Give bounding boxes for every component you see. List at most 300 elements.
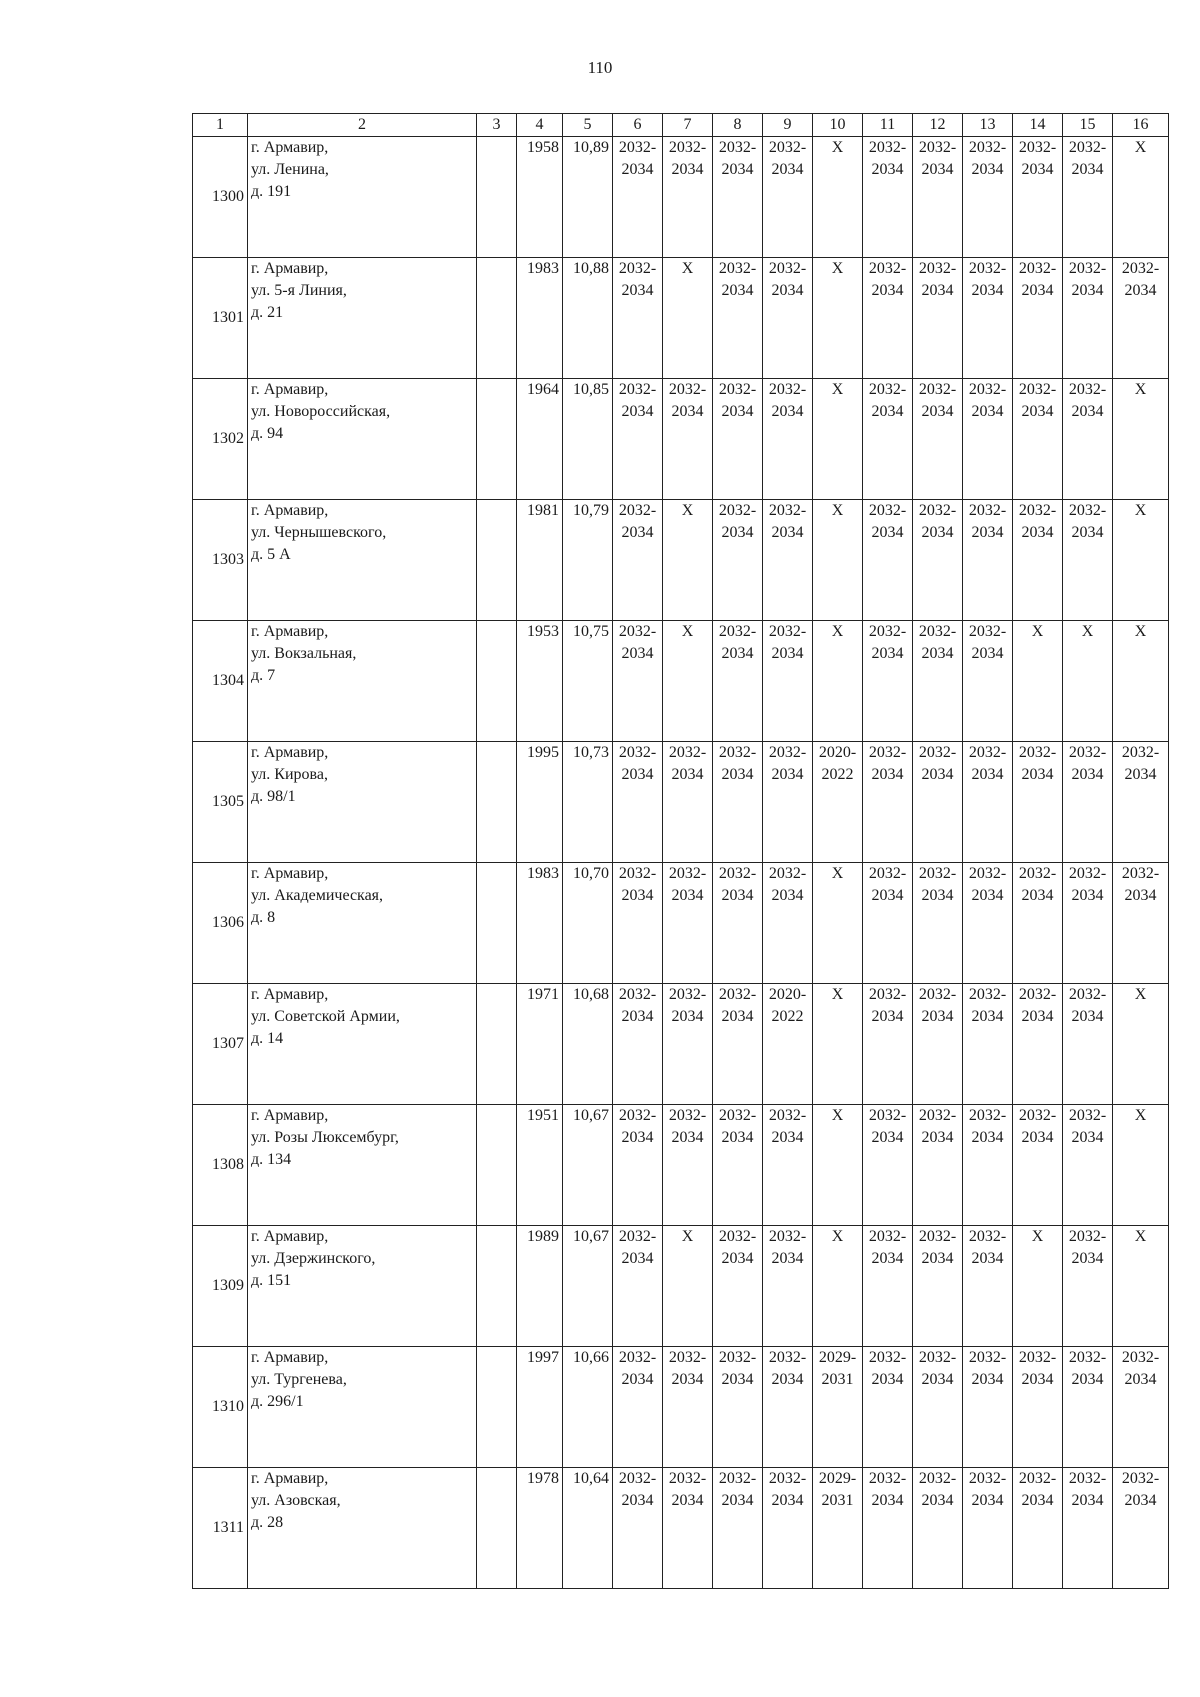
period-start: 2032- <box>868 1228 907 1245</box>
area-cell: 10,85 <box>563 379 613 500</box>
period-start: 2032- <box>718 1470 757 1487</box>
period-cell-col-11 <box>863 379 913 500</box>
address-cell <box>248 863 477 984</box>
period-cell-col-6 <box>613 1105 663 1226</box>
period-end: 2034 <box>1071 1371 1104 1388</box>
period-start: 2032- <box>968 1470 1007 1487</box>
column-header-9: 9 <box>763 114 813 137</box>
period-cell-col-12 <box>913 863 963 984</box>
area-cell: 10,70 <box>563 863 613 984</box>
year-cell: 1971 <box>517 984 563 1105</box>
column-3-cell <box>477 258 517 379</box>
period-cell-col-13 <box>963 379 1013 500</box>
address-house: д. 134 <box>251 1151 292 1168</box>
period-cell-col-12 <box>913 1105 963 1226</box>
period-end: 2034 <box>671 887 704 904</box>
period-start: 2032- <box>1068 381 1107 398</box>
period-start: 2032- <box>1018 502 1057 519</box>
period-cell-col-6 <box>613 1347 663 1468</box>
row-number: 1310 <box>193 1347 248 1468</box>
period-start: Х <box>1134 139 1147 156</box>
period-start: 2032- <box>918 502 957 519</box>
address-cell <box>248 742 477 863</box>
column-header-6: 6 <box>613 114 663 137</box>
period-cell-col-9 <box>763 621 813 742</box>
period-start: Х <box>831 865 844 882</box>
period-start: 2029- <box>818 1349 857 1366</box>
period-start: 2032- <box>1121 260 1160 277</box>
period-cell-col-8 <box>713 863 763 984</box>
period-start: 2032- <box>668 744 707 761</box>
year-cell: 1964 <box>517 379 563 500</box>
period-end: 2034 <box>871 1250 904 1267</box>
year-cell: 1995 <box>517 742 563 863</box>
period-end: 2034 <box>1021 403 1054 420</box>
period-start: 2032- <box>768 381 807 398</box>
period-end: 2034 <box>1021 161 1054 178</box>
period-cell-col-6 <box>613 1226 663 1347</box>
period-start: 2032- <box>918 1107 957 1124</box>
period-end: 2034 <box>921 403 954 420</box>
period-end: 2034 <box>621 161 654 178</box>
period-start: 2032- <box>618 139 657 156</box>
period-start: 2032- <box>918 139 957 156</box>
period-start: 2032- <box>868 502 907 519</box>
period-start: 2032- <box>1018 865 1057 882</box>
column-3-cell <box>477 621 517 742</box>
period-end: 2034 <box>971 1008 1004 1025</box>
header-row <box>193 114 1169 137</box>
period-end: 2031 <box>821 1492 854 1509</box>
period-end: 2034 <box>921 887 954 904</box>
table-body <box>193 137 1169 1589</box>
address-city: г. Армавир, <box>251 865 329 882</box>
column-header-3: 3 <box>477 114 517 137</box>
period-end: 2034 <box>971 645 1004 662</box>
period-start: 2032- <box>768 744 807 761</box>
period-cell-col-16 <box>1113 500 1169 621</box>
period-start: 2032- <box>918 381 957 398</box>
period-cell-col-16 <box>1113 621 1169 742</box>
period-cell-col-8 <box>713 379 763 500</box>
area-cell: 10,88 <box>563 258 613 379</box>
period-cell-col-16 <box>1113 258 1169 379</box>
table-row <box>193 1226 1169 1347</box>
period-end: 2034 <box>621 766 654 783</box>
period-end: 2034 <box>921 1129 954 1146</box>
period-start: 2032- <box>868 986 907 1003</box>
area-cell: 10,89 <box>563 137 613 258</box>
address-city: г. Армавир, <box>251 744 329 761</box>
period-start: 2032- <box>618 1470 657 1487</box>
period-end: 2034 <box>871 524 904 541</box>
period-cell-col-14 <box>1013 1105 1063 1226</box>
period-end: 2034 <box>1071 1129 1104 1146</box>
period-end: 2034 <box>1021 1129 1054 1146</box>
period-cell-col-7 <box>663 137 713 258</box>
period-start: 2032- <box>1018 1107 1057 1124</box>
period-cell-col-8 <box>713 742 763 863</box>
column-header-4: 4 <box>517 114 563 137</box>
table-row <box>193 137 1169 258</box>
year-cell: 1989 <box>517 1226 563 1347</box>
year-cell: 1958 <box>517 137 563 258</box>
address-cell <box>248 1226 477 1347</box>
period-end: 2034 <box>621 1371 654 1388</box>
period-cell-col-15 <box>1063 137 1113 258</box>
address-cell <box>248 258 477 379</box>
period-end: 2034 <box>871 1492 904 1509</box>
period-cell-col-9 <box>763 500 813 621</box>
period-end: 2034 <box>721 1129 754 1146</box>
period-end: 2034 <box>621 645 654 662</box>
period-start: 2032- <box>918 260 957 277</box>
period-end: 2034 <box>621 1250 654 1267</box>
period-cell-col-7 <box>663 1105 713 1226</box>
period-start: Х <box>1134 1107 1147 1124</box>
year-cell: 1983 <box>517 258 563 379</box>
period-start: 2032- <box>868 1470 907 1487</box>
period-end: 2034 <box>1071 1008 1104 1025</box>
period-cell-col-14 <box>1013 379 1063 500</box>
period-end: 2034 <box>1021 1008 1054 1025</box>
period-cell-col-13 <box>963 863 1013 984</box>
period-start: 2032- <box>618 381 657 398</box>
area-cell: 10,67 <box>563 1105 613 1226</box>
address-street: ул. Новороссийская, <box>251 403 391 420</box>
year-cell: 1978 <box>517 1468 563 1589</box>
period-cell-col-9 <box>763 258 813 379</box>
period-cell-col-14 <box>1013 137 1063 258</box>
address-city: г. Армавир, <box>251 986 329 1003</box>
address-city: г. Армавир, <box>251 1228 329 1245</box>
period-start: 2032- <box>768 623 807 640</box>
period-cell-col-7 <box>663 863 713 984</box>
period-end: 2034 <box>871 1371 904 1388</box>
row-number: 1309 <box>193 1226 248 1347</box>
period-end: 2034 <box>771 1371 804 1388</box>
period-end: 2034 <box>921 161 954 178</box>
period-start: 2032- <box>918 1349 957 1366</box>
period-cell-col-15 <box>1063 863 1113 984</box>
period-cell-col-6 <box>613 742 663 863</box>
address-cell <box>248 137 477 258</box>
period-cell-col-11 <box>863 621 913 742</box>
period-cell-col-13 <box>963 984 1013 1105</box>
period-cell-col-16 <box>1113 1226 1169 1347</box>
period-cell-col-8 <box>713 984 763 1105</box>
period-start: Х <box>1031 623 1044 640</box>
period-cell-col-9 <box>763 984 813 1105</box>
period-end: 2034 <box>1071 524 1104 541</box>
period-start: Х <box>681 623 694 640</box>
period-end: 2034 <box>671 161 704 178</box>
period-start: Х <box>831 260 844 277</box>
period-start: 2032- <box>1068 1228 1107 1245</box>
address-street: ул. Дзержинского, <box>251 1250 376 1267</box>
period-cell-col-7 <box>663 500 713 621</box>
period-end: 2034 <box>921 645 954 662</box>
period-end: 2034 <box>871 766 904 783</box>
period-start: 2032- <box>668 381 707 398</box>
period-start: 2032- <box>768 1470 807 1487</box>
period-cell-col-16 <box>1113 742 1169 863</box>
period-end: 2034 <box>721 1008 754 1025</box>
column-3-cell <box>477 1226 517 1347</box>
area-cell: 10,64 <box>563 1468 613 1589</box>
period-end: 2034 <box>1021 887 1054 904</box>
address-house: д. 8 <box>251 909 276 926</box>
address-street: ул. Кирова, <box>251 766 328 783</box>
period-cell-col-9 <box>763 1226 813 1347</box>
row-number: 1301 <box>193 258 248 379</box>
address-street: ул. Розы Люксембург, <box>251 1129 399 1146</box>
period-end: 2034 <box>771 1492 804 1509</box>
period-start: 2032- <box>768 1228 807 1245</box>
period-end: 2034 <box>1021 766 1054 783</box>
period-cell-col-16 <box>1113 379 1169 500</box>
period-end: 2034 <box>1021 282 1054 299</box>
page-number: 110 <box>587 58 613 77</box>
period-end: 2034 <box>771 887 804 904</box>
period-end: 2034 <box>971 1371 1004 1388</box>
period-end: 2034 <box>871 1008 904 1025</box>
column-header-8: 8 <box>713 114 763 137</box>
period-cell-col-13 <box>963 1226 1013 1347</box>
period-start: 2032- <box>1121 1349 1160 1366</box>
period-cell-col-10 <box>813 258 863 379</box>
period-start: Х <box>1134 1228 1147 1245</box>
period-start: 2032- <box>1121 865 1160 882</box>
address-city: г. Армавир, <box>251 1470 329 1487</box>
period-end: 2034 <box>1071 1492 1104 1509</box>
period-start: 2032- <box>1018 1349 1057 1366</box>
address-street: ул. Советской Армии, <box>251 1008 400 1025</box>
period-start: 2032- <box>918 1228 957 1245</box>
period-end: 2034 <box>721 1250 754 1267</box>
column-3-cell <box>477 1468 517 1589</box>
period-end: 2034 <box>1021 524 1054 541</box>
period-cell-col-7 <box>663 1468 713 1589</box>
period-start: 2032- <box>968 623 1007 640</box>
period-start: 2032- <box>1068 139 1107 156</box>
area-cell: 10,73 <box>563 742 613 863</box>
period-end: 2034 <box>921 524 954 541</box>
period-cell-col-16 <box>1113 1347 1169 1468</box>
period-start: Х <box>681 1228 694 1245</box>
period-end: 2034 <box>971 403 1004 420</box>
period-end: 2034 <box>671 403 704 420</box>
period-start: Х <box>681 260 694 277</box>
period-cell-col-11 <box>863 742 913 863</box>
period-end: 2034 <box>1071 282 1104 299</box>
address-city: г. Армавир, <box>251 623 329 640</box>
address-house: д. 151 <box>251 1272 292 1289</box>
period-start: 2032- <box>618 623 657 640</box>
period-start: 2032- <box>1018 1470 1057 1487</box>
period-cell-col-10 <box>813 863 863 984</box>
address-city: г. Армавир, <box>251 1349 329 1366</box>
period-cell-col-11 <box>863 500 913 621</box>
address-street: ул. Чернышевского, <box>251 524 387 541</box>
period-cell-col-14 <box>1013 621 1063 742</box>
period-start: 2032- <box>918 986 957 1003</box>
period-start: 2032- <box>1018 139 1057 156</box>
period-start: Х <box>831 139 844 156</box>
period-start: Х <box>1081 623 1094 640</box>
address-house: д. 7 <box>251 667 276 684</box>
period-end: 2034 <box>921 1250 954 1267</box>
column-3-cell <box>477 863 517 984</box>
period-start: 2032- <box>718 986 757 1003</box>
column-header-5: 5 <box>563 114 613 137</box>
period-start: 2032- <box>1018 986 1057 1003</box>
period-cell-col-12 <box>913 984 963 1105</box>
period-end: 2034 <box>1071 766 1104 783</box>
period-start: 2032- <box>918 1470 957 1487</box>
column-3-cell <box>477 1105 517 1226</box>
address-house: д. 296/1 <box>251 1393 304 1410</box>
period-cell-col-12 <box>913 258 963 379</box>
address-cell <box>248 1105 477 1226</box>
address-street: ул. Тургенева, <box>251 1371 347 1388</box>
period-end: 2034 <box>771 403 804 420</box>
table-row <box>193 1468 1169 1589</box>
period-start: 2032- <box>668 1349 707 1366</box>
period-cell-col-8 <box>713 1347 763 1468</box>
column-header-10: 10 <box>813 114 863 137</box>
period-end: 2034 <box>971 766 1004 783</box>
period-cell-col-16 <box>1113 1468 1169 1589</box>
period-cell-col-12 <box>913 1347 963 1468</box>
period-end: 2034 <box>721 766 754 783</box>
period-start: 2032- <box>1068 1470 1107 1487</box>
period-end: 2034 <box>671 1371 704 1388</box>
period-start: 2032- <box>718 381 757 398</box>
period-end: 2034 <box>971 1250 1004 1267</box>
period-start: 2032- <box>768 1107 807 1124</box>
address-house: д. 21 <box>251 304 284 321</box>
area-cell: 10,68 <box>563 984 613 1105</box>
period-end: 2034 <box>1071 161 1104 178</box>
period-end: 2034 <box>921 1008 954 1025</box>
period-cell-col-7 <box>663 1226 713 1347</box>
period-start: 2020- <box>818 744 857 761</box>
period-end: 2034 <box>971 161 1004 178</box>
period-cell-col-16 <box>1113 137 1169 258</box>
period-end: 2034 <box>771 524 804 541</box>
period-end: 2034 <box>671 766 704 783</box>
year-cell: 1953 <box>517 621 563 742</box>
period-start: 2032- <box>668 139 707 156</box>
period-end: 2034 <box>971 282 1004 299</box>
period-start: 2020- <box>768 986 807 1003</box>
period-start: 2032- <box>618 502 657 519</box>
period-cell-col-13 <box>963 1347 1013 1468</box>
column-header-1: 1 <box>193 114 248 137</box>
period-cell-col-9 <box>763 1347 813 1468</box>
period-end: 2034 <box>1071 403 1104 420</box>
period-cell-col-15 <box>1063 1347 1113 1468</box>
address-street: ул. Академическая, <box>251 887 384 904</box>
year-cell: 1997 <box>517 1347 563 1468</box>
period-start: 2032- <box>668 1107 707 1124</box>
period-start: 2032- <box>618 986 657 1003</box>
period-cell-col-12 <box>913 500 963 621</box>
period-start: 2032- <box>718 260 757 277</box>
period-cell-col-15 <box>1063 1468 1113 1589</box>
period-start: 2032- <box>1068 1107 1107 1124</box>
period-start: 2032- <box>968 260 1007 277</box>
period-cell-col-13 <box>963 1468 1013 1589</box>
period-end: 2034 <box>871 282 904 299</box>
period-cell-col-15 <box>1063 500 1113 621</box>
period-start: Х <box>831 502 844 519</box>
period-start: 2032- <box>618 260 657 277</box>
column-3-cell <box>477 742 517 863</box>
period-cell-col-15 <box>1063 742 1113 863</box>
row-number: 1302 <box>193 379 248 500</box>
period-end: 2034 <box>721 282 754 299</box>
address-house: д. 5 А <box>251 546 291 563</box>
period-start: 2032- <box>968 1107 1007 1124</box>
table-row <box>193 500 1169 621</box>
address-house: д. 98/1 <box>251 788 296 805</box>
column-header-16: 16 <box>1113 114 1169 137</box>
column-header-11: 11 <box>863 114 913 137</box>
period-start: 2032- <box>868 1107 907 1124</box>
address-cell <box>248 1468 477 1589</box>
period-end: 2034 <box>621 524 654 541</box>
period-start: 2032- <box>1018 744 1057 761</box>
period-end: 2034 <box>721 161 754 178</box>
period-start: 2032- <box>718 1228 757 1245</box>
period-end: 2034 <box>971 1492 1004 1509</box>
period-cell-col-15 <box>1063 258 1113 379</box>
period-end: 2034 <box>721 524 754 541</box>
year-cell: 1981 <box>517 500 563 621</box>
period-end: 2034 <box>671 1008 704 1025</box>
year-cell: 1983 <box>517 863 563 984</box>
period-start: Х <box>1134 623 1147 640</box>
period-cell-col-14 <box>1013 1226 1063 1347</box>
period-start: 2032- <box>968 865 1007 882</box>
area-cell: 10,66 <box>563 1347 613 1468</box>
period-cell-col-13 <box>963 258 1013 379</box>
period-start: 2032- <box>968 986 1007 1003</box>
table-row <box>193 258 1169 379</box>
period-cell-col-12 <box>913 1226 963 1347</box>
period-start: Х <box>831 381 844 398</box>
period-cell-col-10 <box>813 621 863 742</box>
period-start: 2032- <box>618 1107 657 1124</box>
period-end: 2034 <box>771 1250 804 1267</box>
period-cell-col-15 <box>1063 984 1113 1105</box>
period-start: 2032- <box>918 744 957 761</box>
period-cell-col-11 <box>863 984 913 1105</box>
period-end: 2034 <box>721 645 754 662</box>
period-start: 2032- <box>618 1228 657 1245</box>
period-start: Х <box>1134 502 1147 519</box>
column-3-cell <box>477 984 517 1105</box>
period-cell-col-11 <box>863 137 913 258</box>
period-cell-col-14 <box>1013 984 1063 1105</box>
period-cell-col-8 <box>713 137 763 258</box>
register-table <box>192 113 1169 1589</box>
period-start: 2032- <box>718 1107 757 1124</box>
period-cell-col-8 <box>713 1226 763 1347</box>
period-cell-col-10 <box>813 500 863 621</box>
